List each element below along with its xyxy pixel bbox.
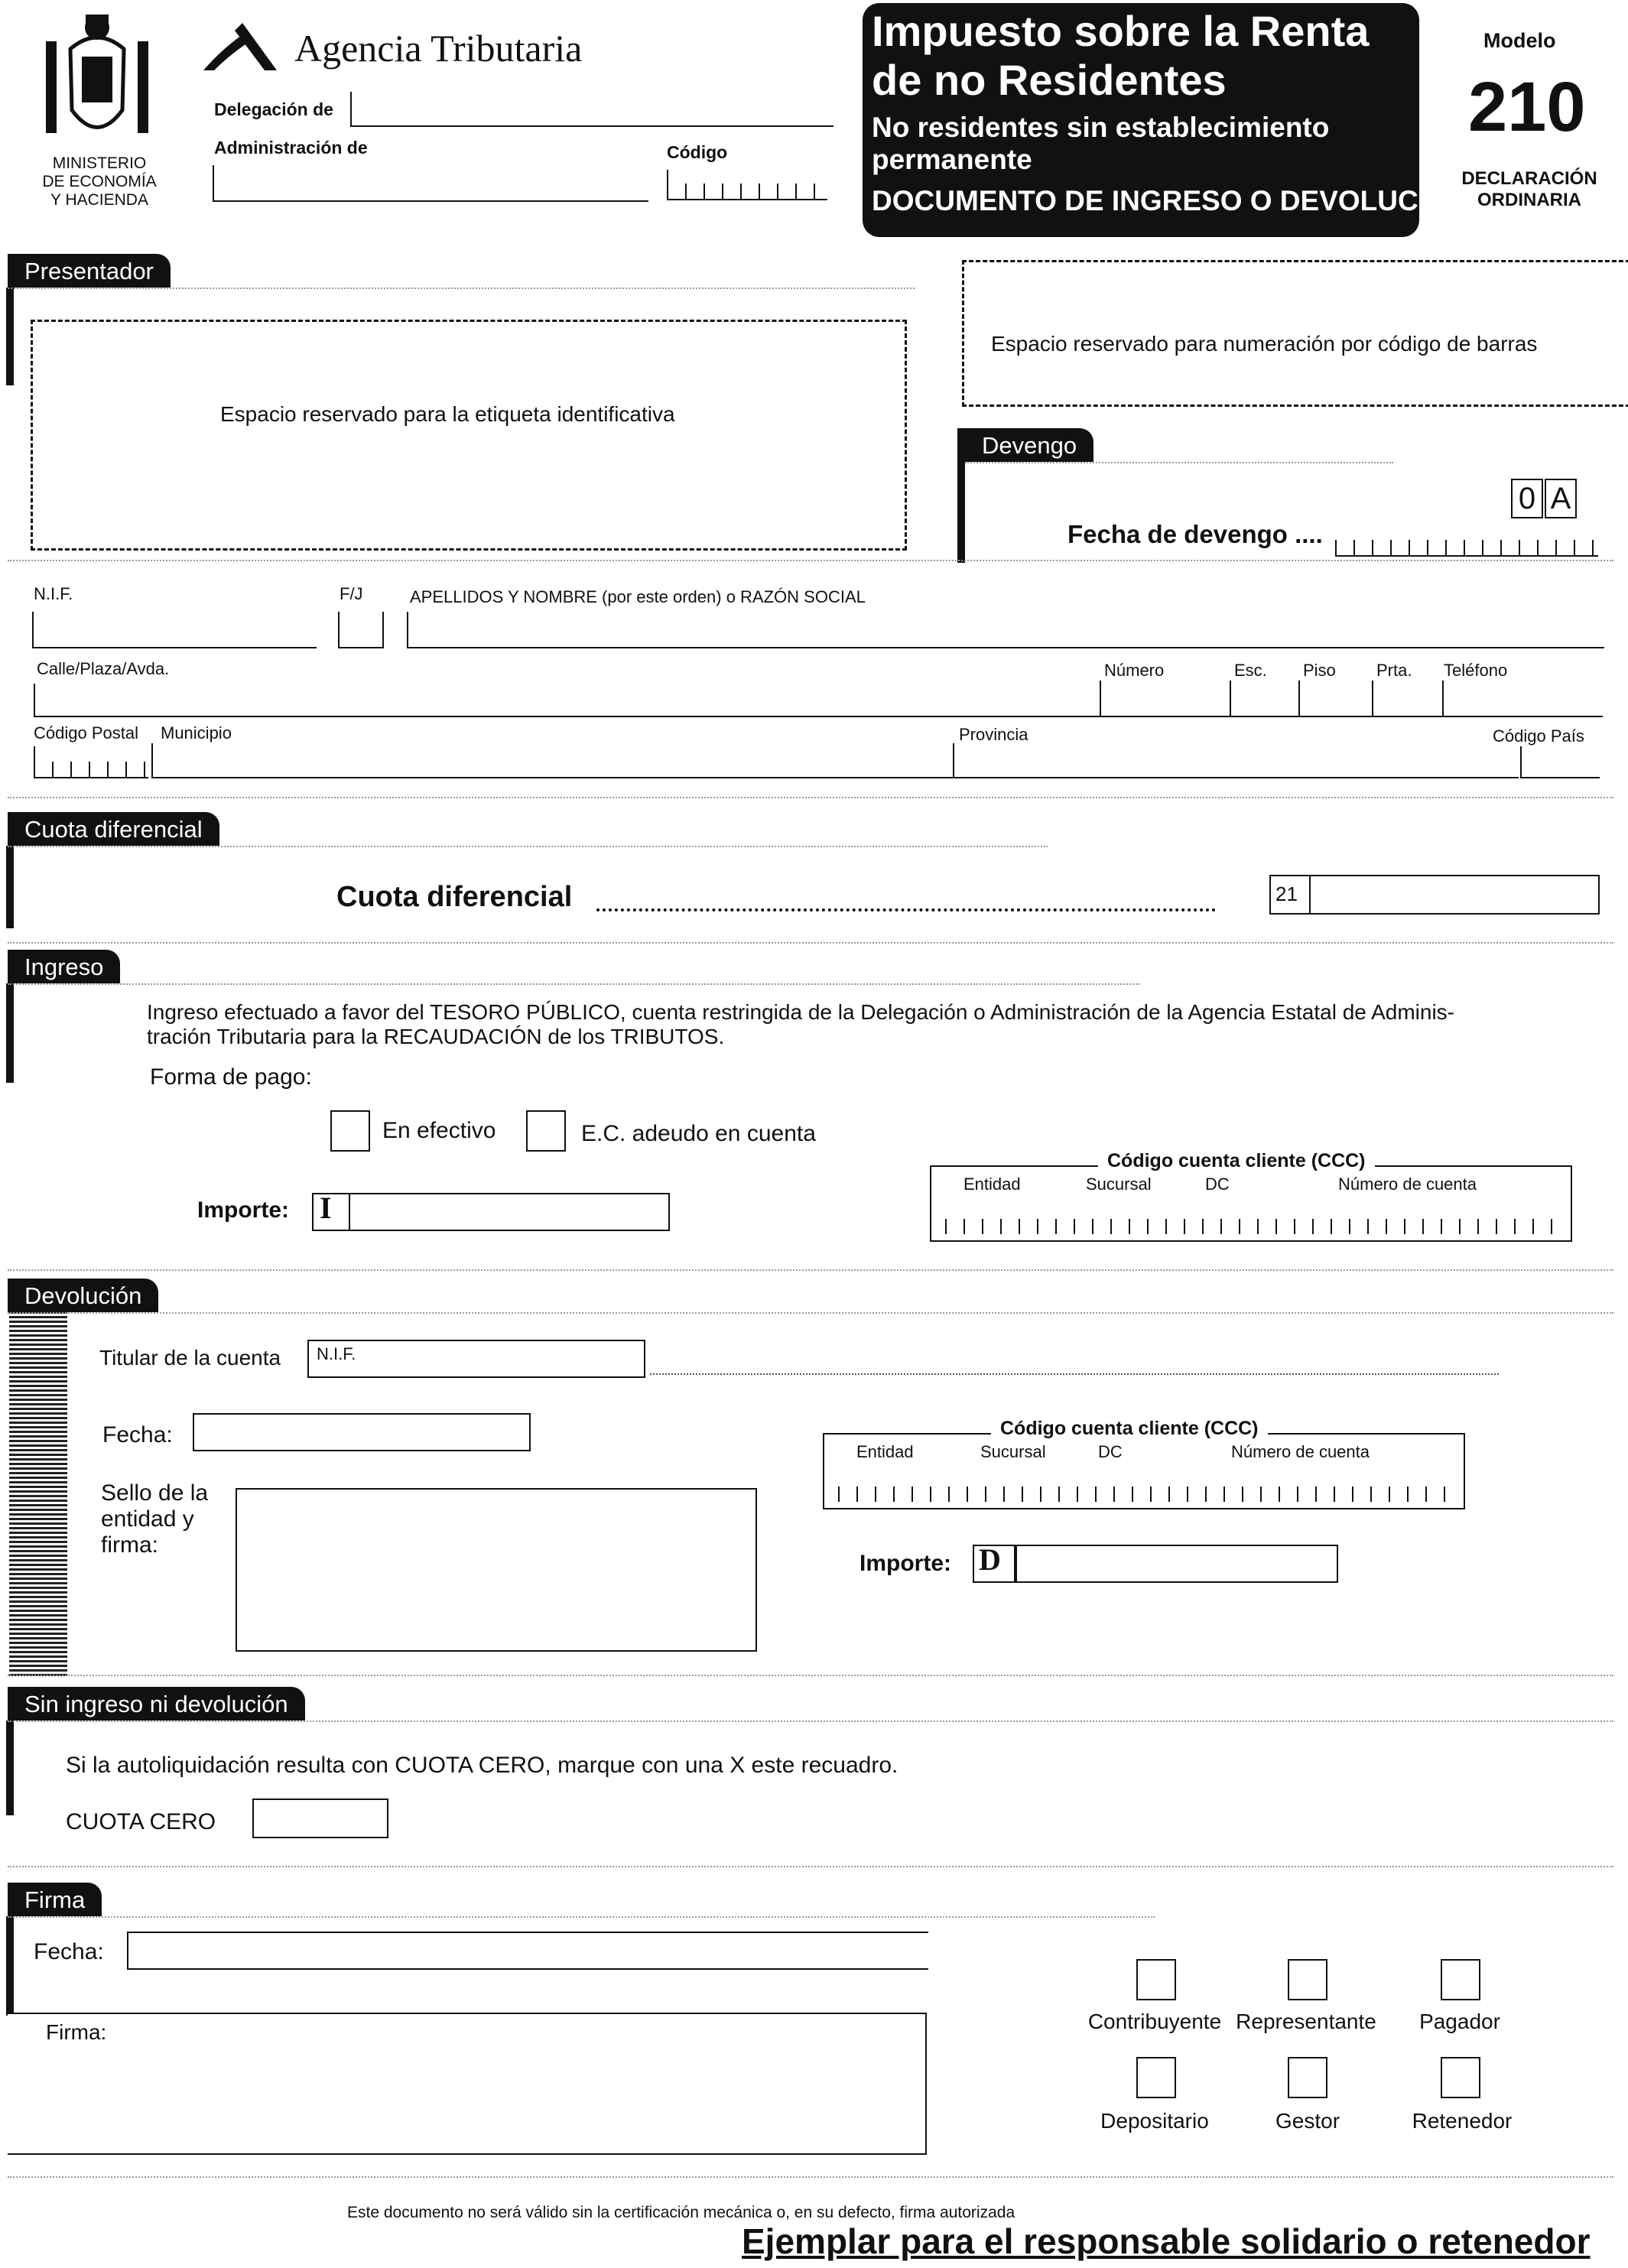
ministry-name: MINISTERIO DE ECONOMÍA Y HACIENDA <box>42 154 157 209</box>
subtitle-line2: permanente <box>872 144 1032 175</box>
title-line1: Impuesto sobre la Renta <box>872 7 1370 55</box>
agency-name: Agencia Tributaria <box>294 27 583 70</box>
ingreso-ccc-numero: Número de cuenta <box>1338 1175 1477 1194</box>
ec-adeudo-label: E.C. adeudo en cuenta <box>581 1121 816 1146</box>
contribuyente-checkbox[interactable] <box>1136 1959 1176 2000</box>
firma-label: Firma: <box>46 2020 107 2044</box>
pagador-label: Pagador <box>1419 2010 1500 2033</box>
fj-field[interactable] <box>338 612 384 648</box>
ingreso-importe-code: I <box>320 1191 332 1225</box>
document-type: DOCUMENTO DE INGRESO O DEVOLUCIÓN <box>872 185 1469 216</box>
agency-logo-icon <box>200 17 284 72</box>
tab-presentador: Presentador <box>8 254 171 288</box>
depositario-label: Depositario <box>1100 2109 1209 2133</box>
tab-sin-ingreso: Sin ingreso ni devolución <box>8 1687 305 1720</box>
cuota-diferencial-label: Cuota diferencial <box>336 881 573 913</box>
label-space <box>31 320 907 551</box>
tab-firma: Firma <box>8 1883 102 1916</box>
sello-field[interactable] <box>236 1488 757 1652</box>
sello-label: Sello de la entidad y firma: <box>101 1480 209 1558</box>
title-line2: de no Residentes <box>872 56 1227 104</box>
forma-pago-label: Forma de pago: <box>150 1064 312 1090</box>
declaracion-type: DECLARACIÓN ORDINARIA <box>1461 168 1597 210</box>
codigo-pais-label: Código País <box>1493 726 1584 746</box>
cuota-cero-label: CUOTA CERO <box>66 1809 216 1834</box>
esc-label: Esc. <box>1234 661 1267 680</box>
tab-devolucion: Devolución <box>8 1279 158 1312</box>
coat-of-arms-icon <box>40 11 154 148</box>
gestor-checkbox[interactable] <box>1288 2057 1327 2098</box>
tab-devengo: Devengo <box>965 428 1093 462</box>
nif-label: N.I.F. <box>34 584 73 603</box>
piso-label: Piso <box>1303 661 1336 680</box>
devolucion-fecha-field[interactable] <box>193 1413 531 1451</box>
provincia-label: Provincia <box>959 725 1028 744</box>
ingreso-importe-label: Importe: <box>197 1197 289 1223</box>
titular-nif-field[interactable] <box>307 1340 645 1378</box>
numero-label: Número <box>1104 661 1165 680</box>
municipio-label: Municipio <box>161 723 232 742</box>
fj-label: F/J <box>340 584 363 603</box>
cuota-box-number: 21 <box>1275 882 1298 905</box>
devengo-code-0: 0 <box>1511 479 1543 518</box>
devengo-code-a: A <box>1545 479 1577 518</box>
codigo-field[interactable] <box>667 184 827 200</box>
en-efectivo-label: En efectivo <box>382 1118 496 1143</box>
tab-ingreso: Ingreso <box>8 950 120 983</box>
ec-adeudo-checkbox[interactable] <box>526 1110 566 1152</box>
label-space-text: Espacio reservado para la etiqueta identificativa <box>220 402 675 426</box>
retenedor-label: Retenedor <box>1412 2109 1513 2133</box>
gestor-label: Gestor <box>1275 2109 1340 2133</box>
codigo-postal-field[interactable] <box>34 762 148 778</box>
subtitle-line1: No residentes sin establecimiento <box>872 112 1330 143</box>
devolucion-fecha-label: Fecha: <box>102 1422 173 1448</box>
apellidos-label: APELLIDOS Y NOMBRE (por este orden) o RAZÓN SOCIAL <box>410 587 866 606</box>
retenedor-checkbox[interactable] <box>1441 2057 1480 2098</box>
delegacion-label: Delegación de <box>214 99 333 119</box>
firma-fecha-field[interactable] <box>127 1932 928 1970</box>
depositario-checkbox[interactable] <box>1136 2057 1176 2098</box>
ingreso-text-line1: Ingreso efectuado a favor del TESORO PÚBLICO, cuenta restringida de la Delegación o Administración de la Agencia Estatal de Adminis- <box>147 1000 1454 1024</box>
titular-nif-label: N.I.F. <box>317 1344 356 1363</box>
cuota-diferencial-field[interactable] <box>1269 875 1600 915</box>
tab-cuota-diferencial: Cuota diferencial <box>8 812 219 846</box>
ingreso-ccc-entidad: Entidad <box>963 1175 1021 1194</box>
firma-field[interactable] <box>8 2013 927 2155</box>
en-efectivo-checkbox[interactable] <box>330 1110 370 1152</box>
telefono-label: Teléfono <box>1444 661 1508 680</box>
representante-label: Representante <box>1236 2010 1376 2033</box>
administracion-field[interactable] <box>213 165 648 202</box>
contribuyente-label: Contribuyente <box>1087 2010 1222 2033</box>
representante-checkbox[interactable] <box>1288 1959 1327 2000</box>
devolucion-ccc-numero: Número de cuenta <box>1231 1442 1370 1461</box>
apellidos-field[interactable] <box>407 612 1604 648</box>
ingreso-ccc-dc: DC <box>1205 1175 1230 1194</box>
pagador-checkbox[interactable] <box>1441 1959 1480 2000</box>
ingreso-ccc-title: Código cuenta cliente (CCC) <box>1098 1150 1375 1172</box>
fecha-devengo-label: Fecha de devengo .... <box>1067 520 1323 548</box>
devolucion-ccc-title: Código cuenta cliente (CCC) <box>991 1418 1268 1440</box>
codigo-label: Código <box>667 142 728 162</box>
calle-label: Calle/Plaza/Avda. <box>37 659 170 678</box>
titular-label: Titular de la cuenta <box>99 1346 281 1370</box>
sin-ingreso-text: Si la autoliquidación resulta con CUOTA CERO, marque con una X este recuadro. <box>66 1753 898 1778</box>
firma-fecha-label: Fecha: <box>34 1939 104 1964</box>
barcode-space-text: Espacio reservado para numeración por código de barras <box>991 332 1538 356</box>
devolucion-side-stripe <box>9 1312 67 1676</box>
devolucion-ccc-dc: DC <box>1098 1442 1123 1461</box>
fecha-devengo-field[interactable] <box>1335 540 1598 557</box>
devolucion-ccc-sucursal: Sucursal <box>980 1442 1046 1461</box>
ejemplar-label: Ejemplar para el responsable solidario o retenedor <box>742 2221 1591 2261</box>
ingreso-text-line2: tración Tributaria para la RECAUDACIÓN de los TRIBUTOS. <box>147 1025 725 1048</box>
prta-label: Prta. <box>1376 661 1412 680</box>
administracion-label: Administración de <box>214 138 368 158</box>
codigo-postal-label: Código Postal <box>34 723 138 742</box>
devolucion-ccc-entidad: Entidad <box>856 1442 914 1461</box>
devolucion-importe-code: D <box>979 1542 1001 1577</box>
ingreso-importe-field[interactable] <box>312 1193 670 1231</box>
devolucion-importe-label: Importe: <box>859 1551 951 1576</box>
devolucion-importe-field[interactable] <box>973 1545 1338 1583</box>
modelo-label: Modelo <box>1483 29 1556 52</box>
cuota-cero-checkbox[interactable] <box>252 1798 388 1838</box>
modelo-number: 210 <box>1468 68 1586 146</box>
ingreso-ccc-sucursal: Sucursal <box>1086 1175 1152 1194</box>
nif-field[interactable] <box>32 612 317 648</box>
footer-note: Este documento no será válido sin la certificación mecánica o, en su defecto, firma autorizada <box>347 2204 1015 2221</box>
